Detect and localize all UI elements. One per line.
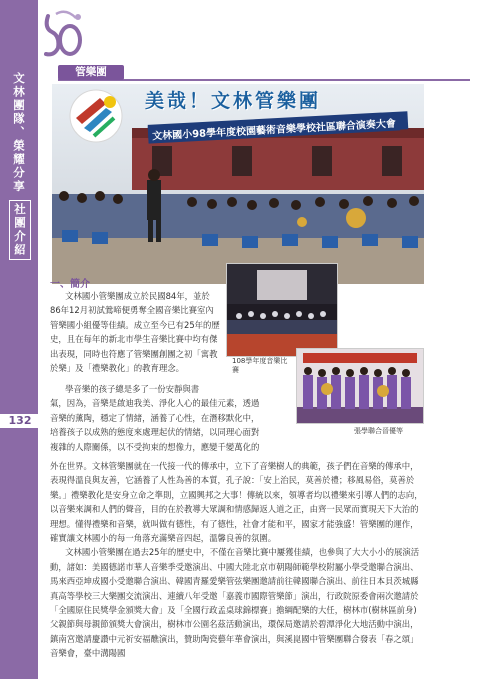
para2-line-2: 音樂的薰陶，穩定了情緒，涵養了心性，在潛移默化中， — [50, 412, 260, 423]
school-band-logo — [66, 88, 126, 144]
anniversary-logo — [42, 8, 86, 60]
para2-rest: 外在世界。文林管樂團就在一代接一代的傳承中，立下了音樂樹人的典範，孩子們在音樂的傳承中，表現得溫良與友善，它涵養了人性為善的本質，孔子說：「安上治民，莫善於禮；移風易俗，莫善於樂。」禮樂教化是安身立命之準則，立國興邦之大事！傳統以來，領導者均以禮樂來引導人們的志向，以音樂來調和人們的聲音，目的在於教導大眾調和情感歸返人道之正，由齊一民眾而實現天下大治的理想。懂得禮樂和音樂，就叫做有德性，有了德性，社會才能和平，國家才能強盛！管樂團的運作，確實讓文林國小的每一角落充滿樂音四起，溫馨良善的氛圍。 — [50, 461, 423, 544]
sidebar-section-sub: 社團介紹 — [9, 200, 31, 260]
para3: 文林國小管樂團在過去25年的歷史中，不僅在音樂比賽中屢獲佳績，也參與了大大小小的展演活動，諸如：美國德諾市華人音樂季受邀演出、中國大陸北京市朝陽師範學校附屬小學受邀聯合演出、馬來西亞坤成國小受邀聯合演出、韓國青羅愛樂管弦樂團邀請前往韓國聯合演出、前往日本貝茨城縣真高等學校三大樂團交流演出、連續八年受邀「嘉義市國際管樂節」演出，行政院原委會兩次邀請於「全國原住民獎學金頒獎大會」及「全國行政孟桌球錦標賽」擔綱配樂的大任，樹林市(樹林區前身)父親節與母親節頒獎大會演出，樹林市公園名茲活動演出，環保局邀請於碧潭淨化大地活動中演出，鎮南宮邀請慶讚中元祈安福醮演出，贊助陶瓷藝年華會演出，與溪崑國中管樂團聯合發表「春之頌」音樂會，臺中溝陽國 — [50, 547, 420, 659]
concert-photo-1 — [226, 263, 338, 357]
sidebar-label-wrap — [9, 72, 29, 260]
concert-photo-2 — [296, 348, 424, 424]
body-text-main — [50, 459, 425, 661]
sidebar — [0, 0, 38, 679]
section-title: 一、簡介 — [50, 279, 90, 290]
para2-line-3: 培養孩子以成熟的態度來處理起伏的情緒，以同理心面對 — [50, 427, 260, 438]
body-text-top — [50, 382, 296, 454]
hero-title: 美哉！文林管樂團 — [145, 90, 322, 112]
para2-line-1: 氣，因為，音樂是啟迪我美、淨化人心的最佳元素，透過 — [50, 398, 260, 409]
page-number: 132 — [0, 414, 40, 428]
sidebar-section-label: 文林團隊、榮耀分享 — [12, 72, 26, 194]
intro-text — [50, 289, 220, 375]
para2-line-4: 複雜的人際關係，以不受拘束的想像力，應變千變萬化的 — [50, 441, 260, 452]
section-tag: 管樂團 — [58, 65, 124, 80]
para2-first-line: 學音樂的孩子總是多了一份安靜與書 — [65, 384, 200, 394]
photo-caption-1: 108學年度音樂比賽 — [232, 357, 288, 374]
intro-paragraph: 文林國小管樂團成立於民國84年，並於86年12月初試鶯啼便勇奪全國音樂比賽室內管樂國小組優等佳績。成立至今已有25年的歷史，且在每年的新北市學生音樂比賽中均有傑出表現，同時也符應了管樂團創團之初「寓教於樂」及「禮樂教化」的教育理念。 — [50, 291, 220, 374]
hero-banner: 文林國小98學年度校園藝術音樂學校社區聯合演奏大會 — [148, 113, 400, 143]
photo-caption-2: 張學聯合晉優等 — [354, 427, 403, 435]
